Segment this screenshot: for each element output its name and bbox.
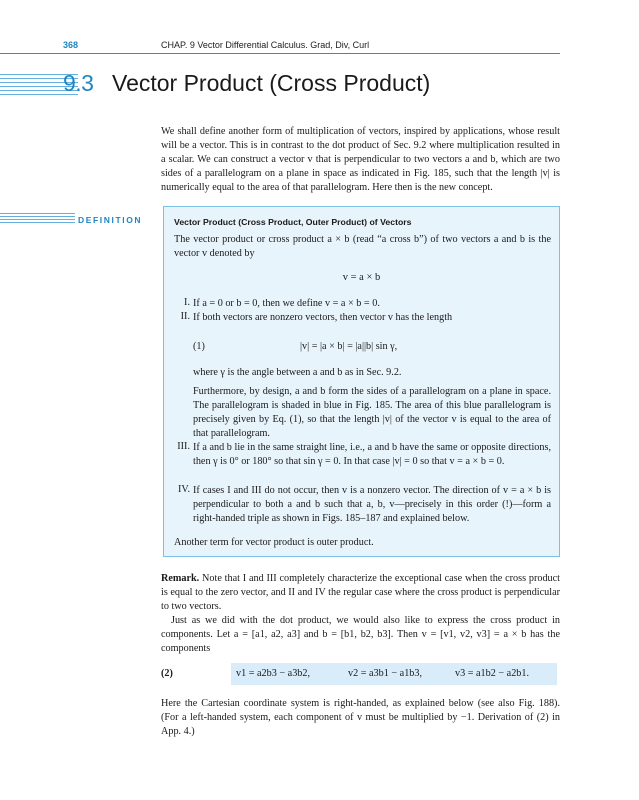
chapter-title: CHAP. 9 Vector Differential Calculus. Grad, Div, Curl <box>161 40 370 50</box>
equation-2-v1: v1 = a2b3 − a3b2, <box>236 668 311 679</box>
item-text: If both vectors are nonzero vectors, then vector v has the length <box>193 312 453 323</box>
definition-lead: The vector product or cross product a × b (read “a cross b”) of two vectors a and b is the vector v denoted by <box>174 234 551 259</box>
equation-2-v3: v3 = a1b2 − a2b1. <box>455 668 530 679</box>
equation-1: |v| = |a × b| = |a||b| sin γ, <box>300 341 398 352</box>
equation-2-v2: v2 = a3b1 − a1b3, <box>348 668 423 679</box>
item-text: If cases I and III do not occur, then v is a nonzero vector. The direction of v = a × b is perpendicular to both a and b such that a, b, v—precisely in this order (!)—form a right-handed triple as shown in Figs. 185–187 and explained below. <box>193 485 551 524</box>
main-equation: v = a × b <box>342 272 381 283</box>
furthermore-text: Furthermore, by design, a and b form the sides of a parallelogram on a plane in space. The parallelogram is shaded in blue in Fig. 185. The area of this blue parallelogram is precisely given by Eq. (1), so that the length |v| of the vector v is equal to the area of that parallelogram. <box>193 386 551 439</box>
item-number: III. <box>177 441 190 452</box>
section-title: Vector Product (Cross Product) <box>112 70 431 96</box>
running-head <box>0 40 639 54</box>
intro-paragraph: We shall define another form of multiplication of vectors, inspired by applications, whose result will be a vector. This is in contrast to the dot product of Sec. 9.2 where multiplication resulted in a scalar. We can construct a vector v that is perpendicular to two vectors a and b, which are two sides of a parallelogram on a plane in space as indicated in Fig. 185, such that the length |v| is numerically equal to the area of that parallelogram. Here then is the new concept. <box>161 126 560 193</box>
definition-label: DEFINITION <box>78 215 143 225</box>
definition-title: Vector Product (Cross Product, Outer Product) of Vectors <box>174 217 412 227</box>
remark-label: Remark. <box>161 573 200 584</box>
item-number: II. <box>180 311 190 322</box>
definition-closing: Another term for vector product is outer product. <box>174 537 374 548</box>
equation-1-number: (1) <box>193 341 205 352</box>
remark-text: Note that I and III completely characterize the exceptional case when the cross product is equal to the zero vector, and II and IV the regular case where the cross product is perpendicular to two vectors. <box>161 573 561 612</box>
item-text: If a and b lie in the same straight line, i.e., a and b have the same or opposite directions, then γ is 0° or 180° so that sin γ = 0. In that case |v| = 0 so that v = a × b = 0. <box>193 442 551 467</box>
header-rule <box>0 53 560 54</box>
final-paragraph: Here the Cartesian coordinate system is right-handed, as explained below (see also Fig. 188). (For a left-handed system, each component of v must be multiplied by −1. Derivation of (2) in App. 4.) <box>161 698 560 737</box>
equation-2-number: (2) <box>161 668 173 679</box>
item-number: IV. <box>178 484 190 495</box>
where-text: where γ is the angle between a and b as in Sec. 9.2. <box>193 367 402 378</box>
remark-paragraph <box>161 572 560 614</box>
section-number: 9.3 <box>63 70 94 96</box>
definition-decor-lines <box>0 213 75 227</box>
item-number: I. <box>184 297 190 308</box>
page-number: 368 <box>63 40 79 50</box>
components-paragraph: Just as we did with the dot product, we would also like to express the cross product in components. Let a = [a1, a2, a3] and b = [b1, b2, b3]. Then v = [v1, v2, v3] = a × b has the components <box>161 615 560 654</box>
item-text: If a = 0 or b = 0, then we define v = a × b = 0. <box>193 298 380 309</box>
